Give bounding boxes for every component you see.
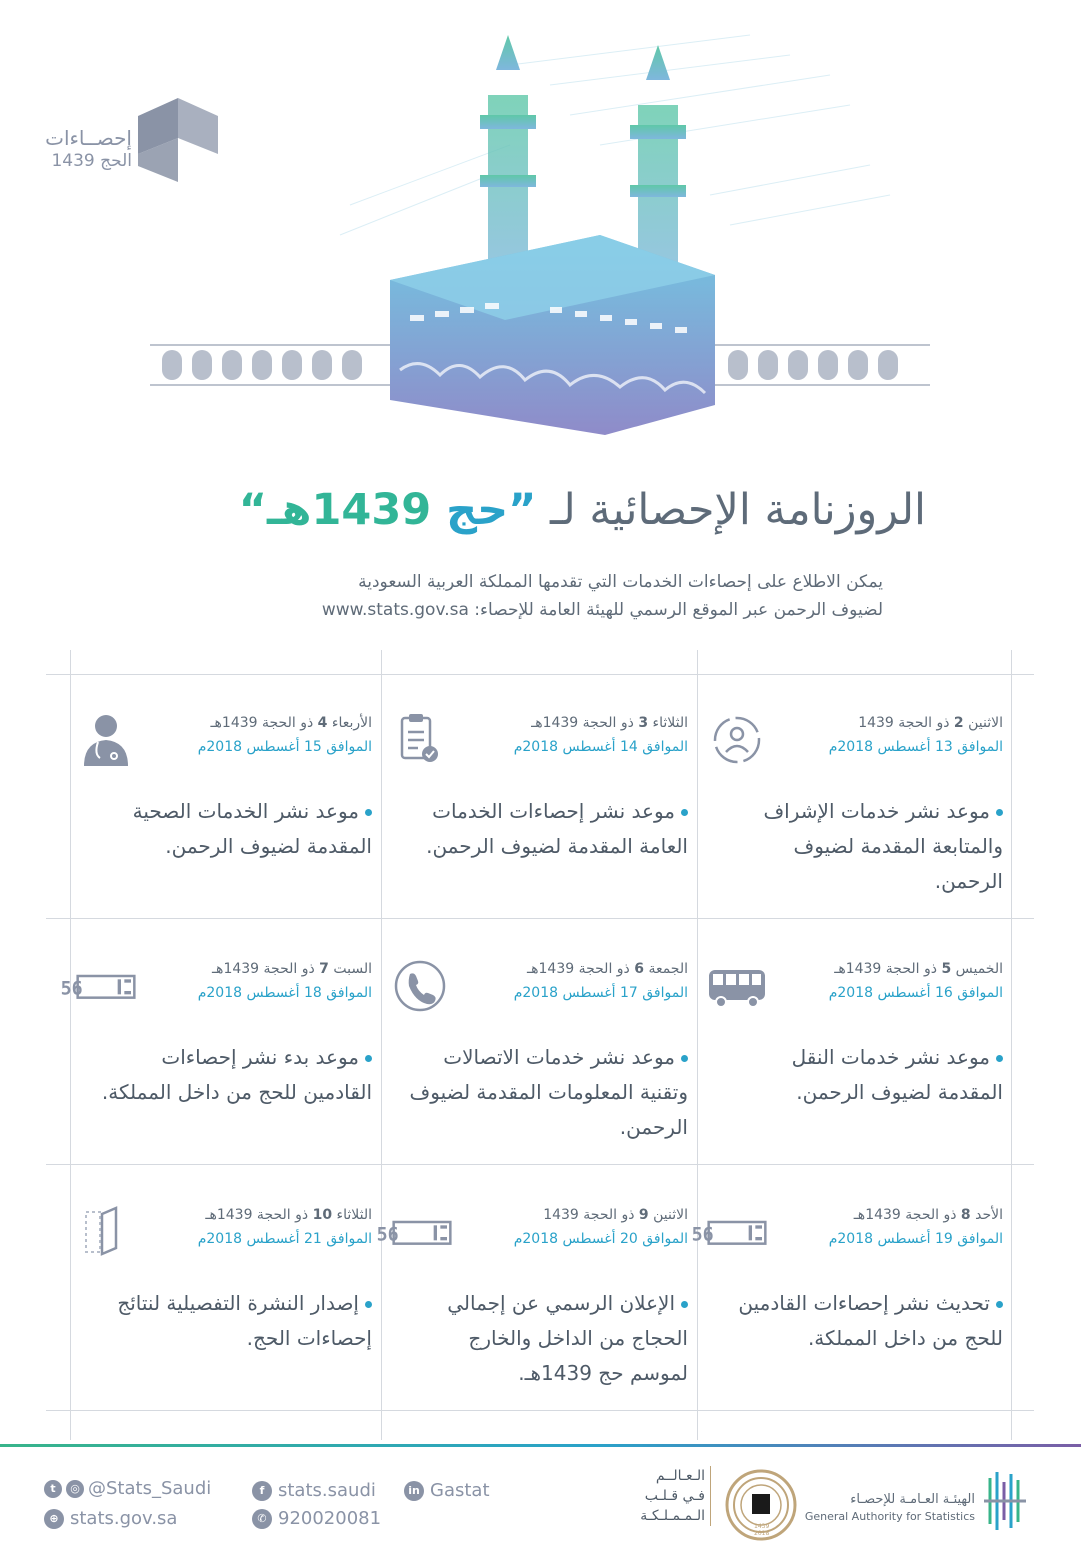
phone-footer-icon: ✆ (252, 1509, 272, 1529)
hijri-date: الجمعة 6 ذو الحجة 1439هـ (527, 961, 688, 977)
hijri-date: الخميس 5 ذو الحجة 1439هـ (834, 961, 1003, 977)
facebook-link[interactable] (252, 1480, 376, 1501)
event-cell (376, 1166, 696, 1412)
page-title (239, 480, 926, 540)
slogan-line-1: الـعـالــم (655, 1468, 705, 1484)
gastat-emblem-icon (980, 1468, 1030, 1534)
counter-icon (376, 1204, 452, 1260)
gastat-logo (804, 1468, 1040, 1538)
footer (0, 1456, 1081, 1554)
grid-line (1011, 650, 1012, 1440)
event-cell (691, 1166, 1011, 1412)
counter-icon (691, 1204, 767, 1260)
bullet (365, 1055, 372, 1062)
brochure-icon (76, 1204, 136, 1260)
gregorian-date: الموافق 20 أغسطس 2018م (513, 1231, 688, 1247)
twitter-icon: t (44, 1480, 62, 1498)
clipboard-check-icon (392, 712, 452, 768)
facebook-text: stats.saudi (278, 1480, 376, 1501)
svg-text:56: 56 (376, 1224, 399, 1246)
linkedin-link[interactable] (404, 1480, 490, 1501)
hijri-date: الأحد 8 ذو الحجة 1439هـ (853, 1207, 1003, 1223)
linkedin-icon: in (404, 1481, 424, 1501)
svg-text:56: 56 (60, 978, 83, 1000)
website-footer-link[interactable] (44, 1508, 177, 1529)
intro-line-1: يمكن الاطلاع على إحصاءات الخدمات التي تقدمها المملكة العربية السعودية (358, 572, 883, 592)
supervision-icon (707, 712, 767, 768)
website-text: stats.gov.sa (70, 1508, 178, 1529)
event-description: تحديث نشر إحصاءات القادمين للحج من داخل المملكة. (738, 1291, 1003, 1350)
event-cell (695, 674, 1011, 920)
bus-icon (707, 958, 767, 1014)
gregorian-date: الموافق 21 أغسطس 2018م (197, 1231, 372, 1247)
footer-gradient-bar (0, 1444, 1081, 1447)
hijri-date: الثلاثاء 3 ذو الحجة 1439هـ (531, 715, 688, 731)
calendar-grid (0, 650, 1081, 1440)
anniversary-emblem-icon (722, 1466, 800, 1544)
event-cell (380, 920, 696, 1166)
event-description: الإعلان الرسمي عن إجمالي الحجاج من الداخل والخارج لموسم حج 1439هـ. (447, 1291, 688, 1385)
svg-text:56: 56 (691, 1224, 714, 1246)
logo-text (40, 126, 132, 172)
bullet (681, 1301, 688, 1308)
logo-line-1: إحصــاءات (45, 126, 132, 150)
event-description: موعد بدء نشر إحصاءات القادمين للحج من داخل المملكة. (101, 1045, 372, 1104)
twitter-handle-text: @Stats_Saudi (88, 1478, 212, 1499)
event-cell (64, 1166, 380, 1412)
hijri-date: الاثنين 9 ذو الحجة 1439 (543, 1207, 688, 1223)
gregorian-date: الموافق 13 أغسطس 2018م (828, 739, 1003, 755)
hijri-date: الاثنين 2 ذو الحجة 1439 (858, 715, 1003, 731)
slogan-line-3: الـمـمـلـكـة (640, 1508, 705, 1524)
phone-icon (392, 958, 452, 1014)
counter-icon (60, 958, 136, 1014)
event-description: موعد نشر خدمات النقل المقدمة لضيوف الرحمن. (791, 1045, 1003, 1104)
svg-text:1439: 1439 (754, 1523, 770, 1530)
event-description: موعد نشر خدمات الاتصالات وتقنية المعلومات المقدمة لضيوف الرحمن. (409, 1045, 688, 1139)
event-description: موعد نشر إحصاءات الخدمات العامة المقدمة لضيوف الرحمن. (426, 799, 688, 858)
bullet (365, 1301, 372, 1308)
bullet (681, 809, 688, 816)
title-prefix: الروزنامة الإحصائية لـ (536, 485, 926, 535)
bullet (996, 1301, 1003, 1308)
gregorian-date: الموافق 18 أغسطس 2018م (197, 985, 372, 1001)
title-highlight-year: 1439هـ (266, 485, 432, 535)
intro-line-2 (183, 596, 883, 624)
slogan-line-2: فـي قـلـب (644, 1488, 705, 1504)
event-description: إصدار النشرة التفصيلية لنتائج إحصاءات الحج. (117, 1291, 372, 1350)
footer-divider (710, 1466, 711, 1526)
bullet (365, 809, 372, 816)
title-quote-close: “ (238, 485, 267, 535)
event-cell (695, 920, 1011, 1166)
facebook-icon: f (252, 1481, 272, 1501)
gastat-arabic-name: الهيئـة العـامـة للإحصـاء (850, 1492, 975, 1507)
hijri-date: الثلاثاء 10 ذو الحجة 1439هـ (205, 1207, 372, 1223)
gregorian-date: الموافق 14 أغسطس 2018م (513, 739, 688, 755)
hijri-date: الأربعاء 4 ذو الحجة 1439هـ (210, 715, 372, 731)
doctor-icon (76, 712, 136, 768)
title-quote-open: ” (508, 485, 537, 535)
phone-link[interactable] (252, 1508, 381, 1529)
linkedin-text: Gastat (430, 1480, 490, 1501)
twitter-instagram-handle[interactable] (44, 1478, 211, 1499)
instagram-icon: ◎ (66, 1480, 84, 1498)
globe-icon: ⊕ (44, 1509, 64, 1529)
event-cell (380, 674, 696, 920)
gregorian-date: الموافق 19 أغسطس 2018م (828, 1231, 1003, 1247)
title-highlight-hajj: حج (431, 485, 509, 535)
intro-line-2-text: لضيوف الرحمن عبر الموقع الرسمي للهيئة العامة للإحصاء: (468, 600, 883, 620)
gregorian-date: الموافق 17 أغسطس 2018م (513, 985, 688, 1001)
logo-line-2: الحج 1439 (51, 151, 132, 171)
bullet (996, 809, 1003, 816)
hijri-date: السبت 7 ذو الحجة 1439هـ (211, 961, 372, 977)
intro-paragraph (183, 568, 883, 624)
phone-text: 920020081 (278, 1508, 382, 1529)
gregorian-date: الموافق 15 أغسطس 2018م (197, 739, 372, 755)
event-description: موعد نشر خدمات الإشراف والمتابعة المقدمة لضيوف الرحمن. (763, 799, 1003, 893)
event-cell (64, 674, 380, 920)
gregorian-date: الموافق 16 أغسطس 2018م (828, 985, 1003, 1001)
website-link[interactable]: www.stats.gov.sa (321, 600, 469, 620)
kaaba-illustration (150, 25, 930, 455)
slogan (613, 1466, 705, 1526)
svg-text:2018: 2018 (754, 1530, 770, 1537)
event-cell (60, 920, 380, 1166)
event-description: موعد نشر الخدمات الصحية المقدمة لضيوف الرحمن. (132, 799, 372, 858)
bullet (681, 1055, 688, 1062)
bullet (996, 1055, 1003, 1062)
gastat-english-name: General Authority for Statistics (804, 1510, 975, 1523)
